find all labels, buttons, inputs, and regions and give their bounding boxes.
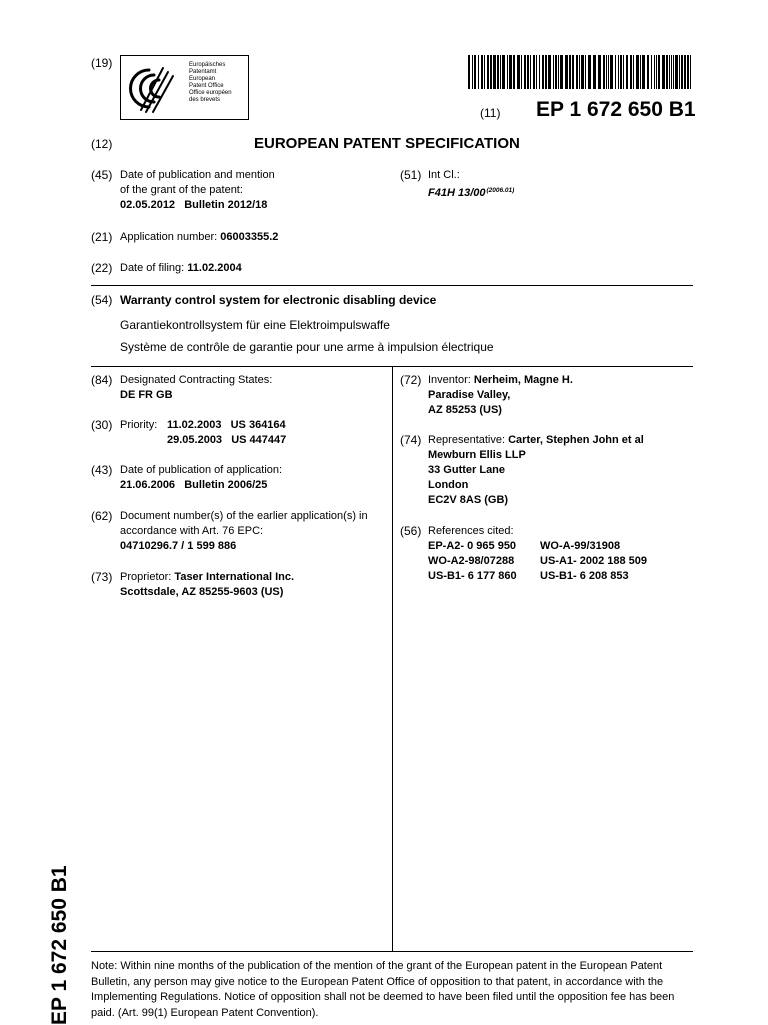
invention-title-de: Garantiekontrollsystem für eine Elektroimpulswaffe (120, 318, 390, 332)
inid-56: (56) (400, 524, 422, 538)
reference-row (428, 554, 647, 569)
publication-number: EP 1 672 650 B1 (536, 98, 696, 121)
barcode-bar (633, 55, 634, 89)
barcode-bar (623, 55, 624, 89)
reference-citation: US-A1- 2002 188 509 (540, 555, 648, 567)
barcode-bar (539, 55, 540, 89)
barcode-bar (654, 55, 655, 89)
designated-states-field (120, 373, 272, 403)
reference-row (428, 539, 647, 554)
inid-84: (84) (91, 373, 113, 387)
barcode-bar (684, 55, 686, 89)
barcode-bar (626, 55, 628, 89)
references-label: References cited: (428, 525, 514, 537)
reference-citation: WO-A-99/31908 (540, 540, 621, 552)
reference-citation: EP-A2- 0 965 950 (428, 540, 517, 552)
barcode-bar (666, 55, 668, 89)
divider (91, 951, 693, 952)
inid-73: (73) (91, 570, 113, 584)
int-cl-label: Int Cl.: (428, 169, 460, 181)
barcode-bar (545, 55, 547, 89)
document-title: EUROPEAN PATENT SPECIFICATION (254, 135, 520, 152)
barcode-bar (675, 55, 678, 89)
barcode-bar (603, 55, 605, 89)
reference-citation: US-B1- 6 177 860 (428, 570, 517, 582)
side-publication-number: EP 1 672 650 B1 (48, 865, 71, 1025)
representative-label: Representative: (428, 434, 506, 446)
barcode-bar (669, 55, 670, 89)
barcode-bar (585, 55, 586, 89)
barcode-bar (642, 55, 645, 89)
classification-version: (2006.01) (486, 187, 515, 194)
barcode-bar (542, 55, 544, 89)
barcode-bar (468, 55, 470, 89)
barcode-bar (530, 55, 531, 89)
inid-12: (12) (91, 137, 113, 151)
barcode-bar (524, 55, 526, 89)
barcode-bar (487, 55, 489, 89)
reference-citation: US-B1- 6 208 853 (540, 570, 629, 582)
inid-21: (21) (91, 230, 113, 244)
barcode-bar (651, 55, 652, 89)
barcode-bar (558, 55, 559, 89)
barcode-bar (572, 55, 574, 89)
inid-43: (43) (91, 463, 113, 477)
logo-line: Patent Office (189, 83, 224, 89)
earlier-application-value: 04710296.7 / 1 599 886 (120, 540, 237, 552)
filing-date-value: 11.02.2004 (187, 262, 242, 274)
barcode-bar (500, 55, 501, 89)
priority-label: Priority: (120, 419, 158, 431)
barcode-bar (513, 55, 515, 89)
column-divider (392, 366, 393, 952)
epo-logo (120, 55, 249, 120)
representative-line (428, 433, 644, 448)
barcode-bar (565, 55, 568, 89)
proprietor-label: Proprietor: (120, 571, 172, 583)
representative-address-line: Mewburn Ellis LLP (428, 449, 526, 461)
barcode-bar (536, 55, 537, 89)
barcode-bar (640, 55, 641, 89)
epo-logo-text (189, 62, 232, 104)
barcode-bar (636, 55, 639, 89)
barcode-bar (560, 55, 563, 89)
barcode-bar (630, 55, 632, 89)
reference-citation: WO-A2-98/07288 (428, 555, 515, 567)
proprietor-address: Scottsdale, AZ 85255-9603 (US) (120, 586, 284, 598)
proprietor-line (120, 570, 294, 585)
barcode-bar (656, 55, 657, 89)
representative-address-line: 33 Gutter Lane (428, 464, 506, 476)
barcode-bar (472, 55, 473, 89)
proprietor-field (120, 570, 294, 600)
earlier-application-label: accordance with Art. 76 EPC: (120, 525, 264, 537)
classification-code: F41H 13/00 (428, 187, 486, 199)
barcode-bar (507, 55, 508, 89)
grant-date-field (120, 168, 275, 213)
representative-address-line: EC2V 8AS (GB) (428, 494, 509, 506)
priority-entry: 11.02.2003 US 364164 (167, 419, 286, 431)
barcode-bar (576, 55, 578, 89)
barcode-bar (615, 55, 616, 89)
inid-51: (51) (400, 168, 422, 182)
barcode-bar (478, 55, 479, 89)
barcode-bar (527, 55, 529, 89)
invention-title-en: Warranty control system for electronic disabling device (120, 293, 437, 307)
barcode-bar (658, 55, 660, 89)
grant-date-label: Date of publication and mention (120, 169, 275, 181)
logo-line: Patentamt (189, 69, 217, 75)
barcode-bar (606, 55, 607, 89)
barcode-bar (517, 55, 520, 89)
application-publication-field (120, 463, 282, 493)
barcode-bar (533, 55, 535, 89)
priority-entry: 29.05.2003 US 447447 (167, 434, 287, 446)
barcode-bar (610, 55, 613, 89)
inventor-field (428, 373, 573, 388)
divider (91, 285, 693, 286)
grant-date-label: of the grant of the patent: (120, 184, 243, 196)
inid-19: (19) (91, 56, 113, 70)
representative-name: Carter, Stephen John et al (508, 434, 644, 446)
inventor-line (428, 373, 573, 388)
barcode-bar (548, 55, 551, 89)
barcode-bar (681, 55, 683, 89)
earlier-application-label: Document number(s) of the earlier application(s) in (120, 510, 368, 522)
barcode-bar (553, 55, 554, 89)
inventor-address-line: Paradise Valley, (428, 389, 511, 401)
barcode-bar (588, 55, 591, 89)
filing-date-label: Date of filing: (120, 262, 185, 274)
opposition-note: Note: Within nine months of the publication of the mention of the grant of the European patent in the European Patent Bulletin, any person may give notice to the European Patent Office of opposition to that patent, in accordance with the Implementing Regulations. Notice of opposition shall not be deemed to have been filed until the opposition fee has been paid. (Art. 99(1) European Patent Convention). (91, 960, 675, 1019)
barcode-bar (671, 55, 672, 89)
logo-line: European (189, 76, 216, 82)
int-cl-field (428, 168, 514, 201)
barcode-bar (484, 55, 485, 89)
filing-date-field (120, 261, 242, 276)
proprietor-name: Taser International Inc. (174, 571, 295, 583)
logo-line: Office européen (189, 90, 232, 96)
barcode-bar (493, 55, 496, 89)
reference-row (428, 569, 647, 584)
barcode-bar (509, 55, 512, 89)
application-publication-value: 21.06.2006 Bulletin 2006/25 (120, 479, 268, 491)
designated-states-value: DE FR GB (120, 389, 173, 401)
inventor-label: Inventor: (428, 374, 471, 386)
barcode-bar (521, 55, 522, 89)
inid-72: (72) (400, 373, 422, 387)
barcode-bar (569, 55, 571, 89)
designated-states-label: Designated Contracting States: (120, 374, 273, 386)
application-number-field (120, 230, 278, 245)
barcode-bar (481, 55, 483, 89)
invention-title-fr: Système de contrôle de garantie pour une arme à impulsion électrique (120, 340, 494, 354)
priority-values (167, 418, 286, 448)
earlier-application-field (120, 509, 368, 554)
barcode-bar (497, 55, 499, 89)
inid-11: (11) (480, 106, 501, 120)
barcode-bar (579, 55, 580, 89)
barcode-bar (690, 55, 691, 89)
barcode-bar (618, 55, 619, 89)
inid-62: (62) (91, 509, 113, 523)
barcode-bar (647, 55, 649, 89)
application-publication-label: Date of publication of application: (120, 464, 283, 476)
application-number-value: 06003355.2 (220, 231, 279, 243)
barcode-bar (673, 55, 674, 89)
barcode-bar (593, 55, 596, 89)
inid-30: (30) (91, 418, 113, 432)
barcode-icon (468, 55, 691, 89)
representative-address-line: London (428, 479, 469, 491)
grant-date-value: 02.05.2012 Bulletin 2012/18 (120, 199, 268, 211)
inventor-address (428, 388, 510, 418)
application-number-label: Application number: (120, 231, 218, 243)
inventor-name: Nerheim, Magne H. (473, 374, 573, 386)
logo-line: Europäisches (189, 62, 226, 68)
barcode-bar (502, 55, 505, 89)
barcode-bar (581, 55, 584, 89)
logo-line: des brevets (189, 97, 221, 103)
inid-54: (54) (91, 293, 113, 307)
barcode-bar (598, 55, 601, 89)
barcode-bar (687, 55, 689, 89)
barcode-bar (490, 55, 492, 89)
inid-45: (45) (91, 168, 113, 182)
int-cl-value (428, 183, 514, 201)
barcode-bar (662, 55, 665, 89)
representative-field (428, 433, 644, 508)
epo-emblem-icon (127, 60, 183, 116)
barcode-bar (620, 55, 622, 89)
barcode-bar (608, 55, 609, 89)
inventor-address-line: AZ 85253 (US) (428, 404, 502, 416)
references-table (428, 539, 647, 584)
barcode-bar (679, 55, 680, 89)
barcode-bar (474, 55, 476, 89)
inid-74: (74) (400, 433, 422, 447)
barcode-bar (555, 55, 557, 89)
inid-22: (22) (91, 261, 113, 275)
